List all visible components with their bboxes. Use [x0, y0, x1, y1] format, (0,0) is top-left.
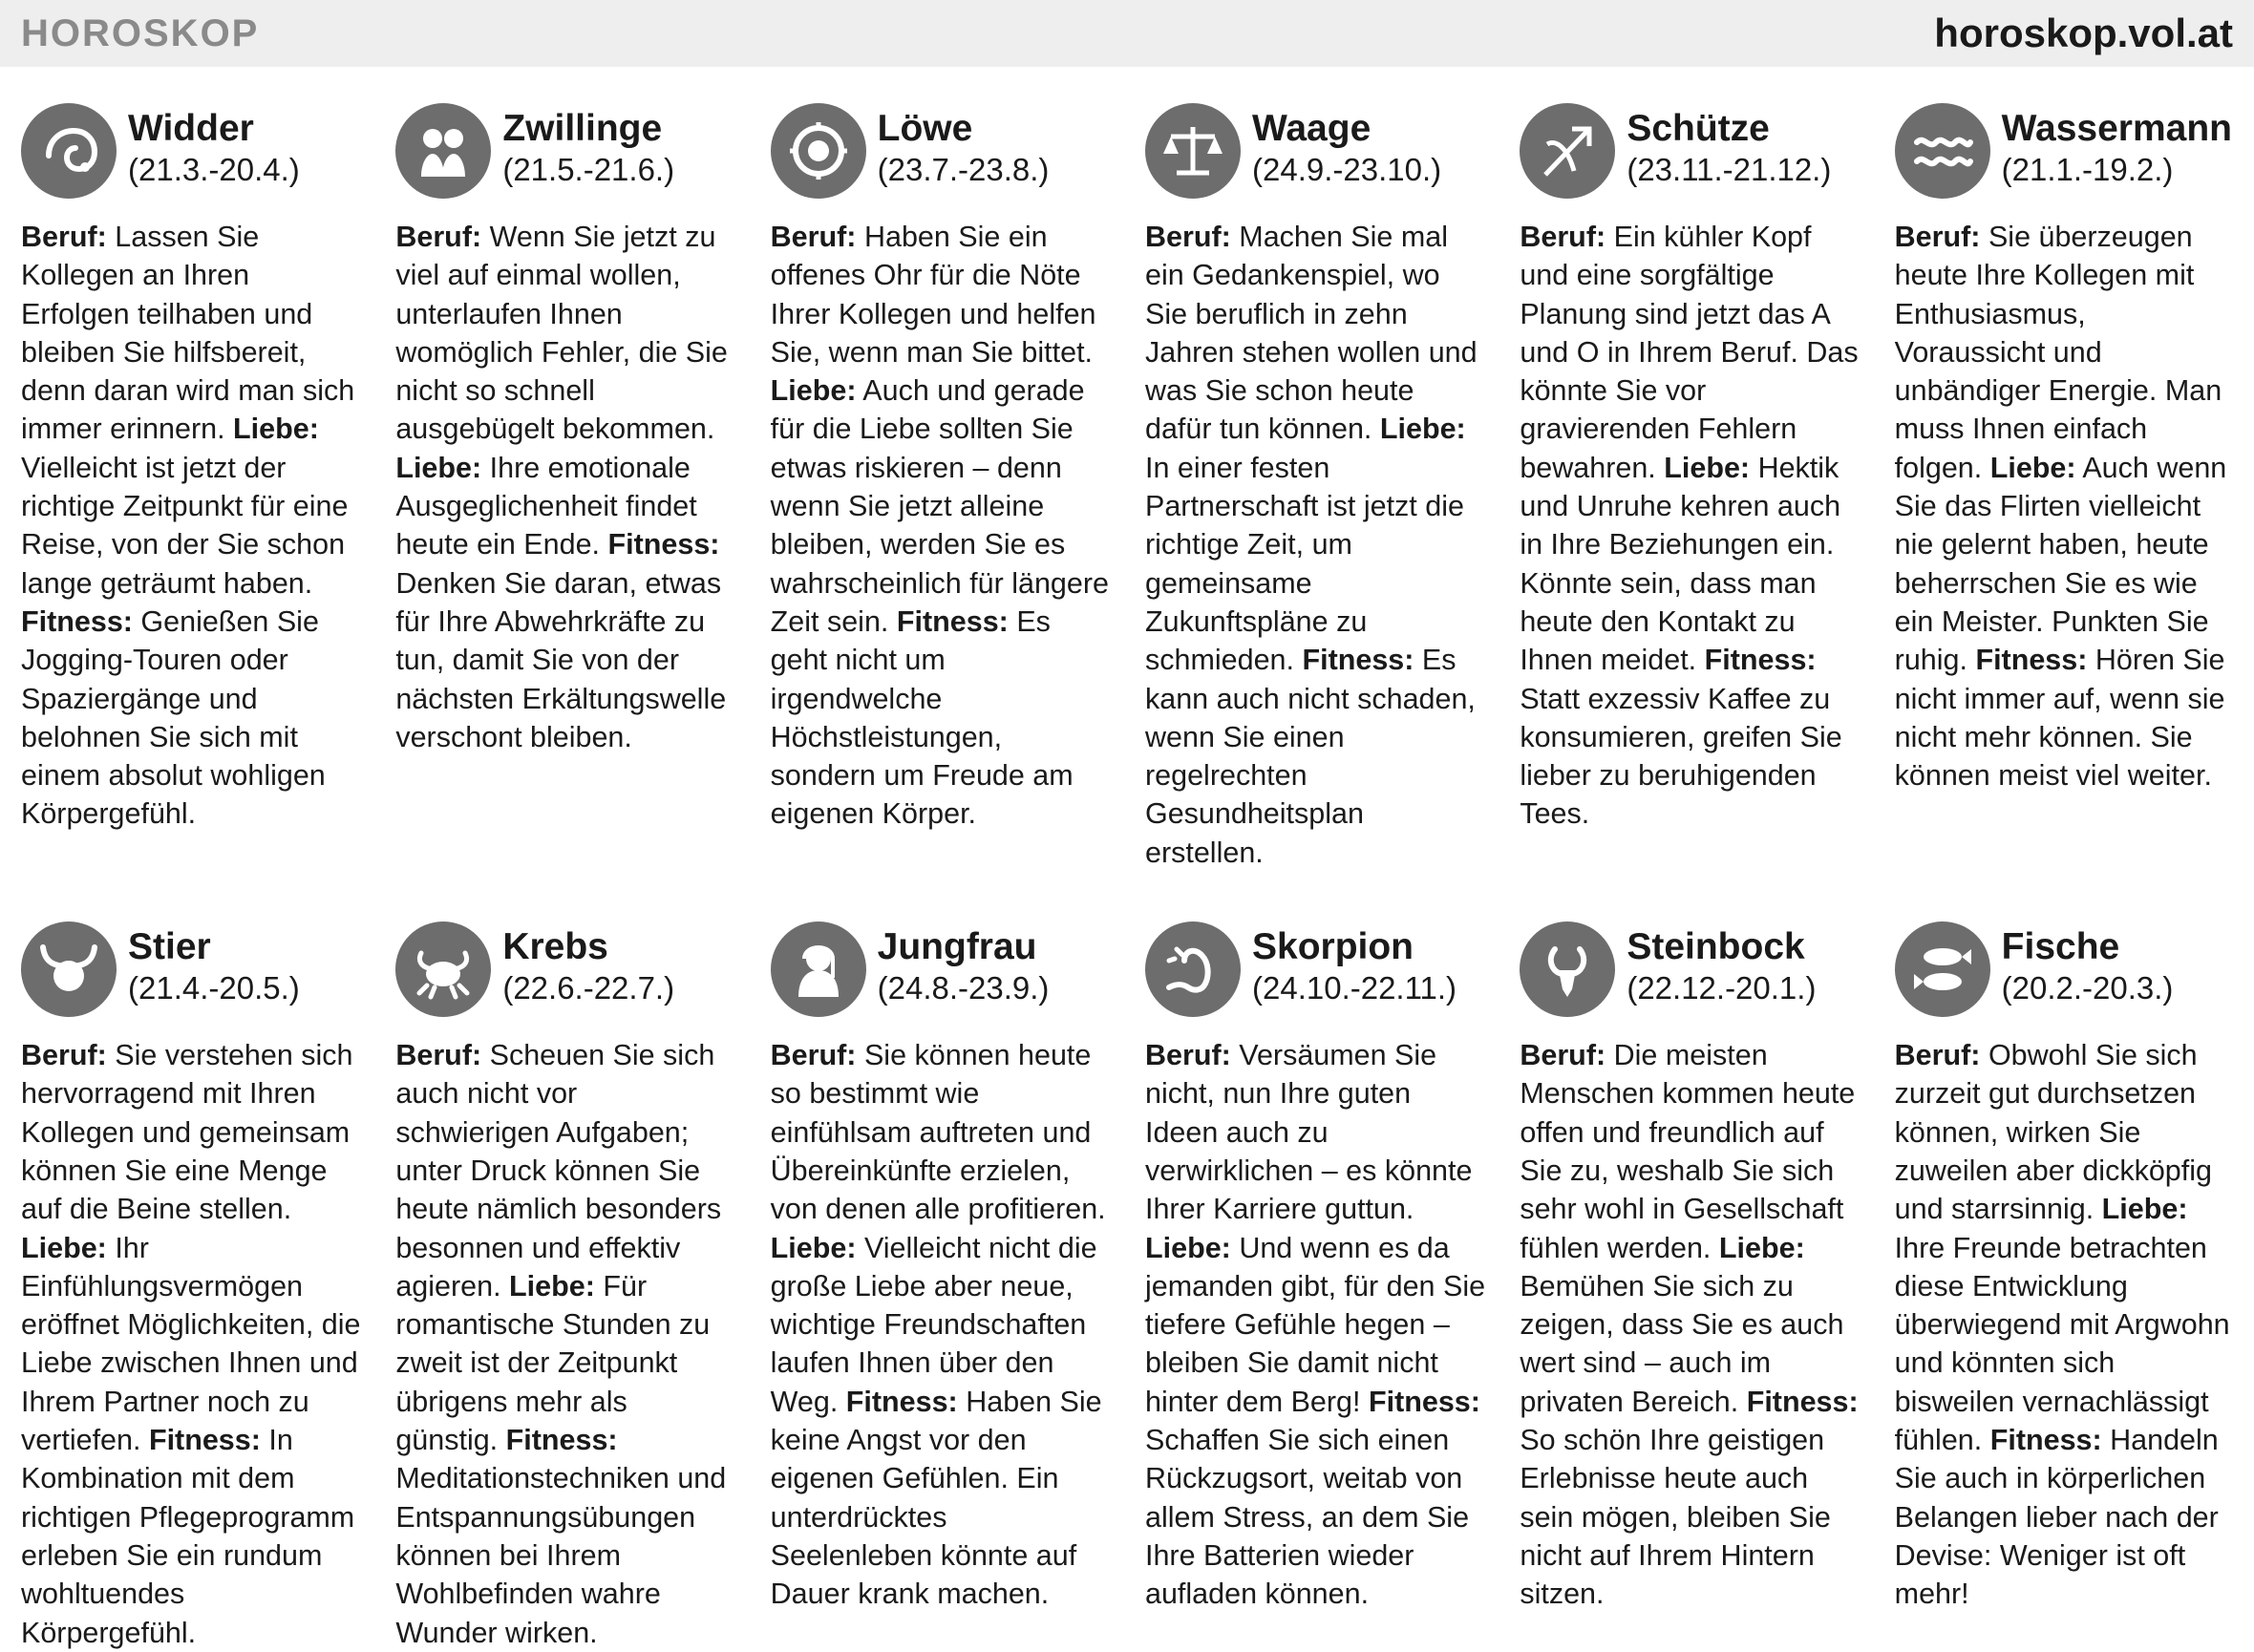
text-beruf: Machen Sie mal ein Gedankenspiel, wo Sie beruflich in zehn Jahren stehen wollen und was Sie schon heute dafür tun können.	[1145, 221, 1478, 446]
sign-dates: (21.5.-21.6.)	[502, 152, 675, 187]
text-fitness: Meditationstechniken und Entspannungsübungen können bei Ihrem Wohlbefinden wahre Wunder wirken.	[395, 1462, 727, 1649]
label-liebe: Liebe:	[770, 374, 857, 408]
horoscope-entry-stier	[21, 921, 361, 1652]
text-fitness: Denken Sie daran, etwas für Ihre Abwehrkräfte zu tun, damit Sie von der nächsten Erkältungswelle verschont bleiben.	[395, 566, 727, 753]
sign-dates: (24.10.-22.11.)	[1252, 970, 1457, 1006]
sign-text	[1145, 218, 1485, 872]
text-liebe: Bemühen Sie sich zu zeigen, dass Sie es auch wert sind – auch im privaten Bereich.	[1520, 1269, 1844, 1418]
label-liebe: Liebe:	[509, 1269, 595, 1303]
label-fitness: Fitness:	[1989, 1424, 2102, 1457]
text-fitness: Es geht nicht um irgendwelche Höchstleistungen, sondern um Freude am eigenen Körper.	[770, 604, 1074, 831]
sign-header	[395, 103, 735, 206]
horoscope-entry-skorpion	[1145, 921, 1485, 1652]
sign-name: Löwe	[877, 108, 973, 149]
label-beruf: Beruf:	[1894, 1039, 1981, 1072]
label-fitness: Fitness:	[845, 1385, 958, 1418]
label-beruf: Beruf:	[1520, 221, 1606, 253]
sign-name: Widder	[128, 108, 254, 149]
goat-icon-graphic	[1534, 936, 1601, 1003]
label-liebe: Liebe:	[21, 1231, 107, 1264]
label-liebe: Liebe:	[1664, 451, 1751, 484]
label-beruf: Beruf:	[21, 221, 107, 253]
section-title: HOROSKOP	[21, 11, 260, 54]
text-fitness: Genießen Sie Jogging-Touren oder Spaziergänge und belohnen Sie sich mit einem absolut wohligen Körpergefühl.	[21, 604, 326, 831]
text-fitness: Schaffen Sie sich einen Rückzugsort, weitab von allem Stress, an dem Sie Ihre Batterien wieder aufladen können.	[1145, 1424, 1470, 1611]
label-beruf: Beruf:	[21, 1039, 107, 1072]
text-liebe: Vielleicht nicht die große Liebe aber neue, wichtige Freundschaften laufen Ihnen über den Weg.	[770, 1231, 1097, 1418]
label-liebe: Liebe:	[233, 413, 319, 446]
label-beruf: Beruf:	[1520, 1039, 1606, 1072]
sign-header	[771, 103, 1111, 206]
label-liebe: Liebe:	[1718, 1231, 1805, 1264]
twins-icon	[395, 103, 491, 199]
label-fitness: Fitness:	[1302, 644, 1414, 677]
sign-text	[1895, 218, 2235, 794]
horoscope-entry-widder	[21, 103, 361, 872]
label-liebe: Liebe:	[770, 1231, 857, 1264]
label-beruf: Beruf:	[1894, 221, 1981, 253]
text-liebe: Hektik und Unruhe kehren auch in Ihre Beziehungen ein. Könnte sein, dass man heute den Kontakt zu Ihnen meidet.	[1520, 451, 1841, 677]
sign-header	[1895, 921, 2235, 1025]
label-fitness: Fitness:	[1704, 644, 1817, 677]
bull-icon	[21, 921, 117, 1017]
sign-name: Wassermann	[2001, 108, 2232, 149]
archer-icon-graphic	[1534, 117, 1601, 184]
text-fitness: Haben Sie keine Angst vor den eigenen Gefühlen. Ein unterdrücktes Seelenleben könnte auf Dauer krank machen.	[770, 1385, 1102, 1611]
ram-icon-graphic	[35, 117, 102, 184]
crab-icon	[395, 921, 491, 1017]
horoscope-entry-krebs	[395, 921, 735, 1652]
label-fitness: Fitness:	[21, 604, 133, 638]
goat-icon	[1520, 921, 1615, 1017]
sign-name: Krebs	[502, 926, 608, 968]
scales-icon	[1145, 103, 1241, 199]
text-beruf: Lassen Sie Kollegen an Ihren Erfolgen teilhaben und bleiben Sie hilfsbereit, denn daran wird man sich immer erinnern.	[21, 221, 355, 446]
text-liebe: Und wenn es da jemanden gibt, für den Sie tiefere Gefühle hegen – bleiben Sie damit nicht hinter dem Berg!	[1145, 1231, 1486, 1418]
sign-dates: (24.9.-23.10.)	[1252, 152, 1442, 187]
label-liebe: Liebe:	[1989, 451, 2076, 484]
label-liebe: Liebe:	[1145, 1231, 1231, 1264]
sign-name: Stier	[128, 926, 211, 968]
label-liebe: Liebe:	[2101, 1193, 2188, 1226]
sign-text	[395, 1036, 735, 1652]
water-bearer-icon-graphic	[1909, 117, 1976, 184]
scales-icon-graphic	[1159, 117, 1226, 184]
sign-name: Schütze	[1627, 108, 1770, 149]
text-beruf: Ein kühler Kopf und eine sorgfältige Planung sind jetzt das A und O in Ihrem Beruf. Das könnte Sie vor gravierenden Fehlern bewahren.	[1520, 221, 1859, 484]
text-liebe: Vielleicht ist jetzt der richtige Zeitpunkt für eine Reise, von der Sie schon lange geträumt haben.	[21, 451, 349, 600]
text-beruf: Sie verstehen sich hervorragend mit Ihren Kollegen und gemeinsam können Sie eine Menge auf die Beine stellen.	[21, 1039, 353, 1226]
sign-header	[1145, 921, 1485, 1025]
label-liebe: Liebe:	[1379, 413, 1466, 446]
sign-name: Waage	[1252, 108, 1372, 149]
label-beruf: Beruf:	[1145, 221, 1231, 253]
sign-dates: (23.7.-23.8.)	[877, 152, 1050, 187]
text-beruf: Sie überzeugen heute Ihre Kollegen mit Enthusiasmus, Voraussicht und unbändiger Energie. Man muss Ihnen einfach folgen.	[1894, 221, 2222, 484]
label-fitness: Fitness:	[896, 604, 1009, 638]
lion-icon	[771, 103, 866, 199]
archer-icon	[1520, 103, 1615, 199]
sign-text	[771, 218, 1111, 834]
sign-text	[21, 218, 361, 834]
scorpion-icon-graphic	[1159, 936, 1226, 1003]
text-fitness: Statt exzessiv Kaffee zu konsumieren, greifen Sie lieber zu beruhigenden Tees.	[1520, 682, 1842, 831]
fish-icon-graphic	[1909, 936, 1976, 1003]
site-url[interactable]: horoskop.vol.at	[1934, 11, 2233, 55]
sign-name: Steinbock	[1627, 926, 1805, 968]
maiden-icon-graphic	[785, 936, 852, 1003]
text-beruf: Haben Sie ein offenes Ohr für die Nöte Ihrer Kollegen und helfen Sie, wenn man Sie bittet.	[770, 221, 1096, 369]
text-liebe: Auch wenn Sie das Flirten vielleicht nie gelernt haben, heute beherrschen Sie es wie ein Meister. Punkten Sie ruhig.	[1894, 451, 2227, 677]
ram-icon	[21, 103, 117, 199]
horoscope-entry-zwillinge	[395, 103, 735, 872]
sign-header	[1895, 103, 2235, 206]
text-fitness: In Kombination mit dem richtigen Pflegeprogramm erleben Sie ein rundum wohltuendes Körpergefühl.	[21, 1424, 355, 1649]
sign-text	[771, 1036, 1111, 1613]
sign-text	[1520, 218, 1860, 834]
text-beruf: Sie können heute so bestimmt wie einfühlsam auftreten und Übereinkünfte erzielen, von denen alle profitieren.	[770, 1039, 1106, 1226]
sign-dates: (24.8.-23.9.)	[877, 970, 1050, 1006]
text-fitness: Hören Sie nicht immer auf, wenn sie nicht mehr können. Sie können meist viel weiter.	[1894, 644, 2225, 793]
maiden-icon	[771, 921, 866, 1017]
sign-dates: (21.4.-20.5.)	[128, 970, 300, 1006]
text-beruf: Scheuen Sie sich auch nicht vor schwierigen Aufgaben; unter Druck können Sie heute nämlich besonders besonnen und effektiv agieren.	[395, 1039, 722, 1303]
horoscope-entry-waage	[1145, 103, 1485, 872]
text-liebe: Ihre emotionale Ausgeglichenheit findet heute ein Ende.	[395, 451, 697, 561]
sign-text	[1145, 1036, 1485, 1613]
sign-name: Fische	[2001, 926, 2120, 968]
text-liebe: Ihr Einfühlungsvermögen eröffnet Möglichkeiten, die Liebe zwischen Ihnen und Ihrem Partner noch zu vertiefen.	[21, 1231, 361, 1457]
sign-header	[21, 103, 361, 206]
text-liebe: Auch und gerade für die Liebe sollten Sie etwas riskieren – denn wenn Sie jetzt alleine bleiben, werden Sie es wahrscheinlich für längere Zeit sein.	[770, 374, 1109, 638]
crab-icon-graphic	[410, 936, 477, 1003]
horoscope-entry-jungfrau	[771, 921, 1111, 1652]
sign-text	[395, 218, 735, 756]
sign-header	[21, 921, 361, 1025]
horoscope-entry-schütze	[1520, 103, 1860, 872]
sign-dates: (21.1.-19.2.)	[2001, 152, 2174, 187]
sign-name: Skorpion	[1252, 926, 1414, 968]
sign-text	[1895, 1036, 2235, 1613]
twins-icon-graphic	[410, 117, 477, 184]
horoscope-entry-fische	[1895, 921, 2235, 1652]
scorpion-icon	[1145, 921, 1241, 1017]
bull-icon-graphic	[35, 936, 102, 1003]
water-bearer-icon	[1895, 103, 1990, 199]
sign-text	[1520, 1036, 1860, 1613]
label-fitness: Fitness:	[505, 1424, 618, 1457]
label-beruf: Beruf:	[395, 1039, 482, 1072]
text-beruf: Versäumen Sie nicht, nun Ihre guten Ideen auch zu verwirklichen – es könnte Ihrer Karriere guttun.	[1145, 1039, 1473, 1226]
horoscope-entry-steinbock	[1520, 921, 1860, 1652]
sign-header	[395, 921, 735, 1025]
sign-dates: (22.12.-20.1.)	[1627, 970, 1817, 1006]
horoscope-entry-wassermann	[1895, 103, 2235, 872]
text-fitness: Es kann auch nicht schaden, wenn Sie einen regelrechten Gesundheitsplan erstellen.	[1145, 644, 1476, 869]
label-fitness: Fitness:	[148, 1424, 261, 1457]
sign-text	[21, 1036, 361, 1652]
text-liebe: In einer festen Partnerschaft ist jetzt die richtige Zeit, um gemeinsame Zukunftspläne zu schmieden.	[1145, 451, 1464, 677]
header-bar	[0, 0, 2254, 67]
text-liebe: Ihre Freunde betrachten diese Entwicklung überwiegend mit Argwohn und könnten sich bisweilen vernachlässigt fühlen.	[1894, 1231, 2230, 1457]
text-liebe: Für romantische Stunden zu zweit ist der Zeitpunkt übrigens mehr als günstig.	[395, 1269, 711, 1457]
label-beruf: Beruf:	[770, 1039, 857, 1072]
sign-header	[1520, 921, 1860, 1025]
sign-header	[1145, 103, 1485, 206]
label-fitness: Fitness:	[607, 528, 720, 561]
label-beruf: Beruf:	[1145, 1039, 1231, 1072]
text-fitness: So schön Ihre geistigen Erlebnisse heute auch sein mögen, bleiben Sie nicht auf Ihrem Hintern sitzen.	[1520, 1424, 1831, 1611]
label-beruf: Beruf:	[770, 221, 857, 253]
text-beruf: Wenn Sie jetzt zu viel auf einmal wollen, unterlaufen Ihnen womöglich Fehler, die Sie nicht so schnell ausgebügelt bekommen.	[395, 221, 728, 446]
text-fitness: Handeln Sie auch in körperlichen Belangen lieber nach der Devise: Weniger ist oft mehr!	[1894, 1424, 2219, 1611]
horoscope-entry-löwe	[771, 103, 1111, 872]
sign-name: Zwillinge	[502, 108, 663, 149]
sign-name: Jungfrau	[877, 926, 1037, 968]
lion-icon-graphic	[785, 117, 852, 184]
sign-header	[1520, 103, 1860, 206]
label-beruf: Beruf:	[395, 221, 482, 253]
sign-dates: (20.2.-20.3.)	[2001, 970, 2174, 1006]
sign-dates: (23.11.-21.12.)	[1627, 152, 1832, 187]
label-fitness: Fitness:	[1746, 1385, 1859, 1418]
fish-icon	[1895, 921, 1990, 1017]
text-beruf: Die meisten Menschen kommen heute offen und freundlich auf Sie zu, weshalb Sie sich sehr wohl in Gesellschaft fühlen werden.	[1520, 1039, 1856, 1264]
label-fitness: Fitness:	[1368, 1385, 1480, 1418]
horoscope-grid	[21, 103, 2235, 1652]
sign-dates: (21.3.-20.4.)	[128, 152, 300, 187]
sign-dates: (22.6.-22.7.)	[502, 970, 675, 1006]
label-liebe: Liebe:	[395, 451, 482, 484]
label-fitness: Fitness:	[1975, 644, 2088, 677]
text-beruf: Obwohl Sie sich zurzeit gut durchsetzen können, wirken Sie zuweilen aber dickköpfig und starrsinnig.	[1894, 1039, 2212, 1226]
sign-header	[771, 921, 1111, 1025]
